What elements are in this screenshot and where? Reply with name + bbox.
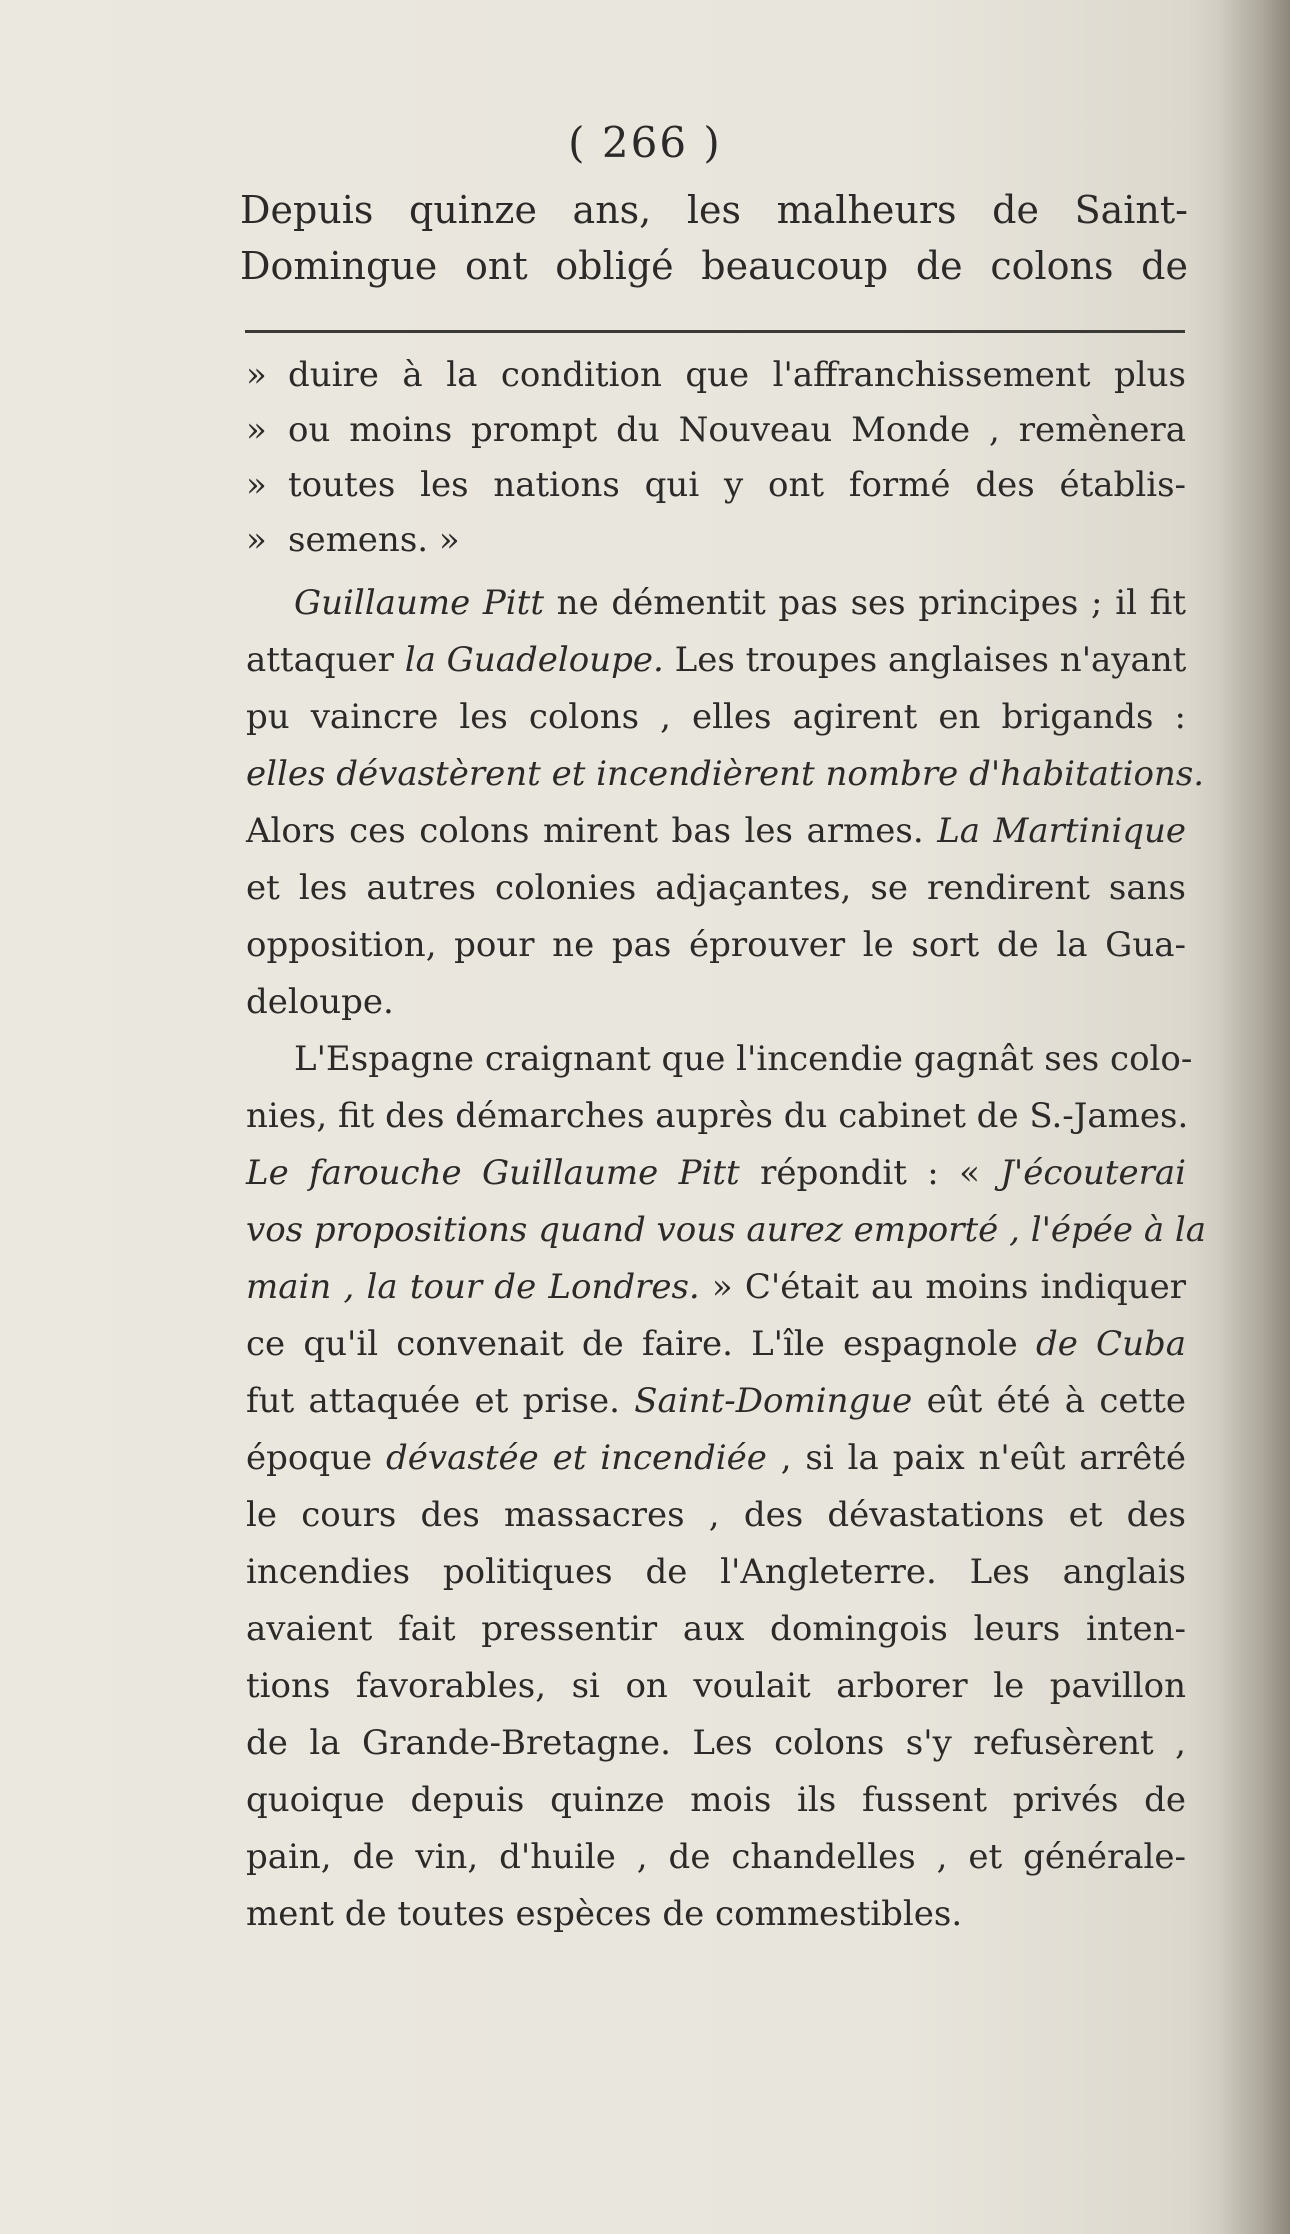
italic-name: Guillaume Pitt — [294, 583, 544, 623]
quote-mark: » — [246, 465, 267, 505]
text-line: quoique depuis quinze mois ils fussent privés de — [246, 1780, 1186, 1820]
italic-text: dévastée et incendiée — [386, 1438, 767, 1478]
text-line: deloupe. — [246, 982, 394, 1022]
italic-text: J'écouterai — [1000, 1153, 1186, 1193]
text-span: ne démentit pas ses principes ; il fit — [543, 583, 1186, 623]
quote-mark: » — [246, 520, 267, 560]
text-line: L'Espagne craignant que l'incendie gagnât ses colo- — [294, 1039, 1193, 1079]
paragraph-2 — [246, 1031, 1207, 1943]
page-number: ( 266 ) — [568, 118, 722, 167]
footnote-line-text: toutes les nations qui y ont formé des établis- — [288, 465, 1186, 505]
footnote-line-text: semens. » — [288, 520, 460, 560]
text-span: fut attaquée et prise. — [246, 1381, 635, 1421]
text-span: » C'était au moins indiquer — [699, 1267, 1186, 1307]
italic-text: La Martinique — [937, 811, 1186, 851]
text-line — [246, 803, 1186, 860]
text-line: pu vaincre les colons , elles agirent en brigands : — [246, 697, 1186, 737]
text-line — [246, 575, 1186, 632]
text-span: Alors ces colons mirent bas les armes. — [246, 811, 938, 851]
text-line — [246, 1316, 1186, 1373]
italic-text: la Guadeloupe. — [404, 640, 664, 680]
text-line: et les autres colonies adjaçantes, se rendirent sans — [246, 868, 1186, 908]
text-line — [246, 1430, 1186, 1487]
footnote-line — [246, 403, 1186, 458]
text-line: pain, de vin, d'huile , de chandelles , et générale- — [246, 1837, 1186, 1877]
footnote-line — [246, 458, 1186, 513]
quote-mark: » — [246, 355, 267, 395]
text-span: répondit : « — [739, 1153, 1001, 1193]
text-line: opposition, pour ne pas éprouver le sort de la Gua- — [246, 925, 1186, 965]
footnote-line — [246, 348, 1186, 403]
text-line — [246, 1373, 1186, 1430]
text-line: avaient fait pressentir aux domingois leurs inten- — [246, 1609, 1186, 1649]
text-line: nies, fit des démarches auprès du cabinet de S.-James. — [246, 1096, 1189, 1136]
top-text — [240, 182, 1188, 294]
italic-text: Le farouche Guillaume Pitt — [246, 1153, 740, 1193]
text-line — [246, 1202, 1207, 1259]
text-line — [246, 746, 1205, 803]
text-line: de la Grande-Bretagne. Les colons s'y refusèrent , — [246, 1723, 1186, 1763]
paragraph-1 — [246, 575, 1205, 1031]
text-line — [246, 1145, 1186, 1202]
text-span: Les troupes anglaises n'ayant — [663, 640, 1187, 680]
italic-text: main , la tour de Londres. — [246, 1267, 700, 1307]
text-line — [246, 632, 1186, 689]
main-text — [246, 575, 1207, 1943]
text-line: le cours des massacres , des dévastations et des — [246, 1495, 1186, 1535]
text-line: tions favorables, si on voulait arborer le pavillon — [246, 1666, 1186, 1706]
text-line: Domingue ont obligé beaucoup de colons de — [240, 244, 1188, 288]
text-line: ment de toutes espèces de commestibles. — [246, 1894, 963, 1934]
italic-text: Saint-Domingue — [634, 1381, 913, 1421]
text-span: attaquer — [246, 640, 405, 680]
italic-text: de Cuba — [1035, 1324, 1187, 1364]
footnote-line-text: ou moins prompt du Nouveau Monde , remènera — [288, 410, 1186, 450]
italic-text: vos propositions quand vous aurez emporté , l'épée à la — [246, 1210, 1207, 1250]
footnote-line-text: duire à la condition que l'affranchissement plus — [288, 355, 1186, 395]
footnote — [246, 348, 1186, 568]
italic-text: elles dévastèrent et incendièrent nombre d'habitations. — [246, 754, 1205, 794]
text-span: , si la paix n'eût arrêté — [766, 1438, 1186, 1478]
footnote-rule — [245, 330, 1185, 333]
text-span: ce qu'il convenait de faire. L'île espagnole — [246, 1324, 1036, 1364]
text-span: époque — [246, 1438, 386, 1478]
text-line — [246, 1259, 1186, 1316]
text-line: incendies politiques de l'Angleterre. Les anglais — [246, 1552, 1186, 1592]
footnote-line — [246, 513, 1186, 568]
text-span: eût été à cette — [912, 1381, 1187, 1421]
quote-mark: » — [246, 410, 267, 450]
spine-shadow — [1220, 0, 1290, 2234]
text-line: Depuis quinze ans, les malheurs de Saint- — [240, 188, 1188, 232]
